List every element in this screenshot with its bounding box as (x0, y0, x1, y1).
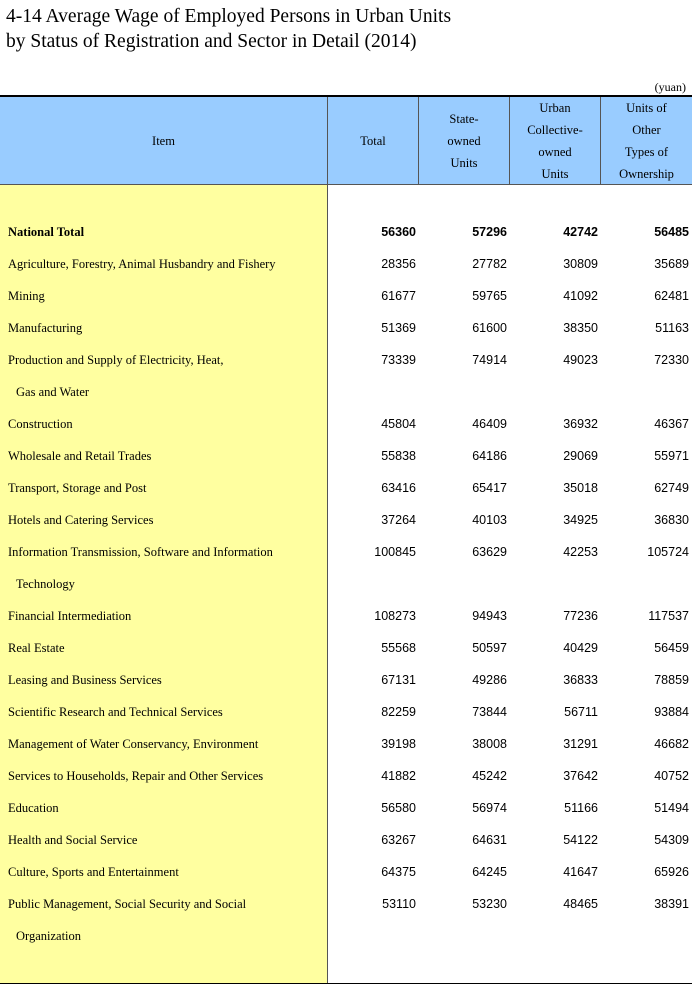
collective-owned-value: 48465 (563, 897, 598, 911)
row-label (8, 248, 324, 280)
table-row (0, 536, 692, 600)
row-label (8, 760, 324, 792)
total-value: 56580 (381, 801, 416, 815)
collective-owned-value: 35018 (563, 481, 598, 495)
total-value: 82259 (381, 705, 416, 719)
collective-owned-value: 29069 (563, 449, 598, 463)
row-label (8, 600, 324, 632)
state-owned-value: 40103 (472, 513, 507, 527)
total-value: 100845 (374, 545, 416, 559)
row-label-line: Health and Social Service (8, 833, 138, 847)
collective-owned-value: 36932 (563, 417, 598, 431)
other-ownership-value: 65926 (654, 865, 689, 879)
row-label (8, 472, 324, 504)
table-row (0, 632, 692, 664)
state-owned-value: 74914 (472, 353, 507, 367)
row-label (8, 888, 324, 952)
row-label-line: Scientific Research and Technical Services (8, 705, 223, 719)
other-ownership-value: 51494 (654, 801, 689, 815)
collective-owned-value: 54122 (563, 833, 598, 847)
header-total (328, 97, 419, 185)
header-item (0, 97, 328, 185)
total-value: 41882 (381, 769, 416, 783)
other-ownership-value: 46367 (654, 417, 689, 431)
table-title-line-2: by Status of Registration and Sector in Detail (2014) (6, 31, 417, 52)
row-label (8, 632, 324, 664)
row-label-line: Transport, Storage and Post (8, 481, 147, 495)
other-ownership-value: 72330 (654, 353, 689, 367)
table-title (6, 4, 451, 54)
header-collective-line: owned (538, 144, 572, 159)
other-ownership-value: 46682 (654, 737, 689, 751)
collective-owned-value: 49023 (563, 353, 598, 367)
row-label-line: Education (8, 801, 59, 815)
state-owned-value: 57296 (472, 225, 507, 239)
header-total-label: Total (360, 133, 386, 148)
total-value: 108273 (374, 609, 416, 623)
collective-owned-value: 38350 (563, 321, 598, 335)
other-ownership-value: 78859 (654, 673, 689, 687)
row-label-line: Services to Households, Repair and Other Services (8, 769, 264, 783)
table-row (0, 792, 692, 824)
row-label-continuation: Gas and Water (16, 385, 90, 399)
collective-owned-value: 42253 (563, 545, 598, 559)
table-row (0, 344, 692, 408)
table-row (0, 504, 692, 536)
header-other-line: Units of (626, 100, 667, 115)
table-row (0, 472, 692, 504)
total-value: 63416 (381, 481, 416, 495)
state-owned-value: 49286 (472, 673, 507, 687)
state-owned-value: 50597 (472, 641, 507, 655)
state-owned-value: 38008 (472, 737, 507, 751)
unit-label: (yuan) (654, 80, 686, 94)
state-owned-value: 65417 (472, 481, 507, 495)
collective-owned-value: 36833 (563, 673, 598, 687)
other-ownership-value: 56459 (654, 641, 689, 655)
table-row (0, 312, 692, 344)
collective-owned-value: 40429 (563, 641, 598, 655)
total-value: 67131 (381, 673, 416, 687)
row-label (8, 312, 324, 344)
row-label-line: National Total (8, 225, 85, 239)
total-value: 37264 (381, 513, 416, 527)
row-label (8, 856, 324, 888)
other-ownership-value: 56485 (654, 225, 689, 239)
state-owned-value: 53230 (472, 897, 507, 911)
header-other-line: Types of (624, 144, 669, 159)
total-value: 61677 (381, 289, 416, 303)
row-label-continuation: Organization (16, 929, 82, 943)
collective-owned-value: 34925 (563, 513, 598, 527)
other-ownership-value: 117537 (648, 609, 689, 623)
other-ownership-value: 55971 (654, 449, 689, 463)
header-state-line: State- (449, 111, 479, 126)
other-ownership-value: 54309 (654, 833, 689, 847)
collective-owned-value: 31291 (563, 737, 598, 751)
row-label-continuation: Technology (16, 577, 75, 591)
table-row (0, 440, 692, 472)
header-other-line: Ownership (619, 166, 674, 181)
collective-owned-value: 42742 (563, 225, 598, 239)
table-row (0, 216, 692, 248)
total-value: 55568 (381, 641, 416, 655)
row-label-line: Leasing and Business Services (8, 673, 162, 687)
other-ownership-value: 35689 (654, 257, 689, 271)
row-label (8, 216, 324, 248)
total-value: 45804 (381, 417, 416, 431)
table-row (0, 408, 692, 440)
row-label-line: Hotels and Catering Services (8, 513, 154, 527)
other-ownership-value: 40752 (654, 769, 689, 783)
other-ownership-value: 36830 (654, 513, 689, 527)
header-state-line: Units (450, 155, 478, 170)
row-label (8, 824, 324, 856)
state-owned-value: 45242 (472, 769, 507, 783)
total-value: 56360 (381, 225, 416, 239)
collective-owned-value: 41647 (563, 865, 598, 879)
row-label (8, 408, 324, 440)
total-value: 73339 (381, 353, 416, 367)
other-ownership-value: 93884 (654, 705, 689, 719)
table-body (0, 216, 692, 952)
row-label-line: Production and Supply of Electricity, Heat, (8, 353, 224, 367)
state-owned-value: 64245 (472, 865, 507, 879)
collective-owned-value: 37642 (563, 769, 598, 783)
other-ownership-value: 38391 (654, 897, 689, 911)
row-label-line: Management of Water Conservancy, Environment (8, 737, 259, 751)
row-label (8, 280, 324, 312)
state-owned-value: 64186 (472, 449, 507, 463)
collective-owned-value: 51166 (564, 801, 598, 815)
row-label (8, 792, 324, 824)
table-row (0, 664, 692, 696)
other-ownership-value: 51163 (655, 321, 689, 335)
row-label-line: Wholesale and Retail Trades (8, 449, 152, 463)
total-value: 63267 (381, 833, 416, 847)
table-row (0, 760, 692, 792)
row-label-line: Real Estate (8, 641, 65, 655)
table-row (0, 856, 692, 888)
row-label-line: Information Transmission, Software and Information (8, 545, 273, 559)
other-ownership-value: 105724 (647, 545, 689, 559)
header-other-line: Other (632, 122, 661, 137)
row-label (8, 728, 324, 760)
state-owned-value: 73844 (472, 705, 507, 719)
table-row (0, 824, 692, 856)
state-owned-value: 61600 (472, 321, 507, 335)
total-value: 55838 (381, 449, 416, 463)
row-label (8, 664, 324, 696)
row-label (8, 504, 324, 536)
collective-owned-value: 56711 (564, 705, 598, 719)
state-owned-value: 46409 (472, 417, 507, 431)
row-label-line: Manufacturing (8, 321, 83, 335)
header-state-owned (419, 97, 510, 185)
total-value: 53110 (382, 897, 416, 911)
table-row (0, 248, 692, 280)
total-value: 39198 (381, 737, 416, 751)
total-value: 51369 (381, 321, 416, 335)
table-title-line-1: 4-14 Average Wage of Employed Persons in Urban Units (6, 6, 452, 27)
header-collective-line: Urban (539, 100, 571, 115)
row-label (8, 440, 324, 472)
state-owned-value: 27782 (472, 257, 507, 271)
header-other-ownership (601, 97, 692, 185)
header-collective-line: Units (541, 166, 569, 181)
table-row (0, 280, 692, 312)
table-row (0, 888, 692, 952)
header-collective-line: Collective- (527, 122, 583, 137)
table-row (0, 600, 692, 632)
row-label-line: Public Management, Social Security and Social (8, 897, 247, 911)
other-ownership-value: 62749 (654, 481, 689, 495)
collective-owned-value: 30809 (563, 257, 598, 271)
row-label (8, 536, 324, 600)
state-owned-value: 59765 (472, 289, 507, 303)
header-state-line: owned (447, 133, 481, 148)
row-label-line: Mining (8, 289, 45, 303)
row-label (8, 344, 324, 408)
total-value: 28356 (381, 257, 416, 271)
header-item-label: Item (152, 133, 175, 148)
state-owned-value: 56974 (472, 801, 507, 815)
row-label-line: Financial Intermediation (8, 609, 132, 623)
state-owned-value: 64631 (472, 833, 507, 847)
table-row (0, 696, 692, 728)
collective-owned-value: 77236 (563, 609, 598, 623)
table-bottom-rule (0, 983, 692, 984)
state-owned-value: 94943 (472, 609, 507, 623)
row-label-line: Culture, Sports and Entertainment (8, 865, 179, 879)
row-label-line: Construction (8, 417, 73, 431)
row-label (8, 696, 324, 728)
row-label-line: Agriculture, Forestry, Animal Husbandry and Fishery (8, 257, 276, 271)
other-ownership-value: 62481 (654, 289, 689, 303)
total-value: 64375 (381, 865, 416, 879)
table-row (0, 728, 692, 760)
state-owned-value: 63629 (472, 545, 507, 559)
collective-owned-value: 41092 (563, 289, 598, 303)
header-collective-owned (510, 97, 601, 185)
